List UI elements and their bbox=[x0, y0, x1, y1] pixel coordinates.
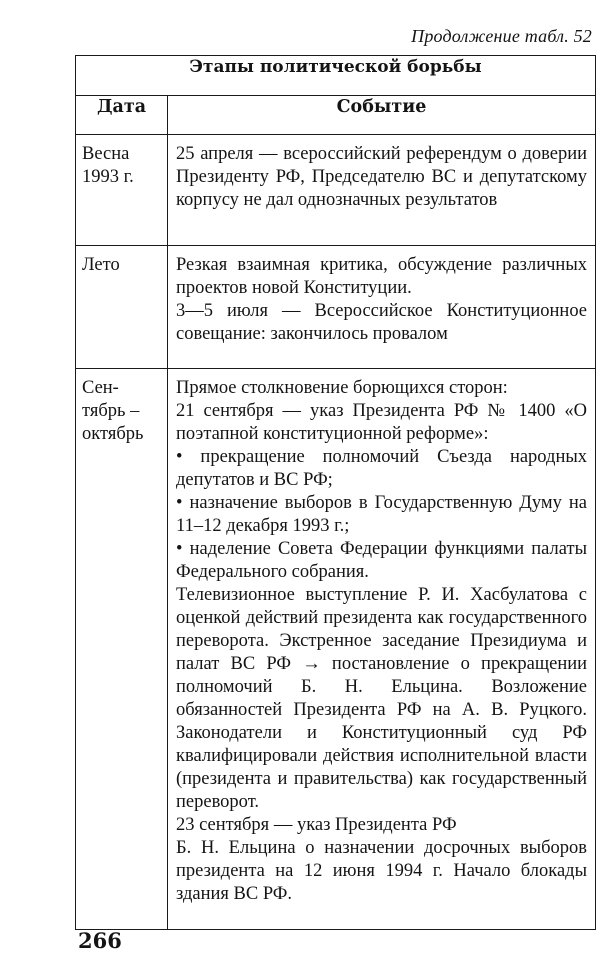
event-text: Резкая взаимная критика, обсуждение различных проектов новой Конституции. bbox=[176, 255, 588, 298]
date-line: октябрь bbox=[82, 424, 144, 444]
political-struggle-table bbox=[75, 55, 596, 930]
event-text: 3—5 июля — Всероссийское Конституционное совещание: закончилось провалом bbox=[176, 301, 588, 344]
event-text: Прямое столкновение борющихся сторон: bbox=[176, 378, 508, 398]
date-line: Весна bbox=[82, 144, 130, 164]
bullet-item: • прекращение полномочий Съезда народных депутатов и ВС РФ; bbox=[176, 446, 587, 492]
event-cell bbox=[168, 369, 596, 930]
event-text: 21 сентября — указ Президента РФ № 1400 «О поэтапной конституционной реформе»: bbox=[176, 401, 588, 444]
bullet-item: • назначение выборов в Государственную Думу на 11–12 декабря 1993 г.; bbox=[176, 492, 587, 538]
date-cell bbox=[76, 246, 168, 369]
date-cell bbox=[76, 369, 168, 930]
page-number: 266 bbox=[78, 928, 122, 953]
event-text: 23 сентября — указ Президента РФ bbox=[176, 815, 457, 835]
table-row bbox=[76, 246, 596, 369]
event-cell bbox=[168, 246, 596, 369]
date-line: тябрь – bbox=[82, 401, 140, 421]
date-line: 1993 г. bbox=[82, 167, 134, 187]
event-cell bbox=[168, 135, 596, 246]
event-text: Телевизионное выступление Р. И. Хасбулатова с оценкой действий президента как государственного переворота. Экстренное заседание Президиума и палат ВС РФ → постановление о прекращении полномочий Б. Н. Ельцина. Возложение обязанностей Президента РФ на А. В. Руцкого. Законодатели и Конституционный суд РФ квалифицировали действия исполнительной власти (президента и правительства) как государственный переворот. bbox=[176, 585, 588, 812]
date-line: Сен- bbox=[82, 378, 119, 398]
date-cell bbox=[76, 135, 168, 246]
date-line: Лето bbox=[82, 255, 120, 275]
table-continuation-label: Продолжение табл. 52 bbox=[411, 26, 592, 46]
table-title: Этапы политической борьбы bbox=[76, 56, 596, 96]
bullet-item: • наделение Совета Федерации функциями палаты Федерального собрания. bbox=[176, 538, 587, 584]
table-row bbox=[76, 369, 596, 930]
event-text: Б. Н. Ельцина о назначении досрочных выборов президента на 12 июня 1994 г. Начало блокады здания ВС РФ. bbox=[176, 838, 588, 904]
column-header-date: Дата bbox=[76, 96, 168, 135]
event-text: 25 апреля — всероссийский референдум о доверии Президенту РФ, Председателю ВС и депутатскому корпусу не дал однозначных результатов bbox=[176, 144, 588, 210]
column-header-event: Событие bbox=[168, 96, 596, 135]
table-row bbox=[76, 135, 596, 246]
